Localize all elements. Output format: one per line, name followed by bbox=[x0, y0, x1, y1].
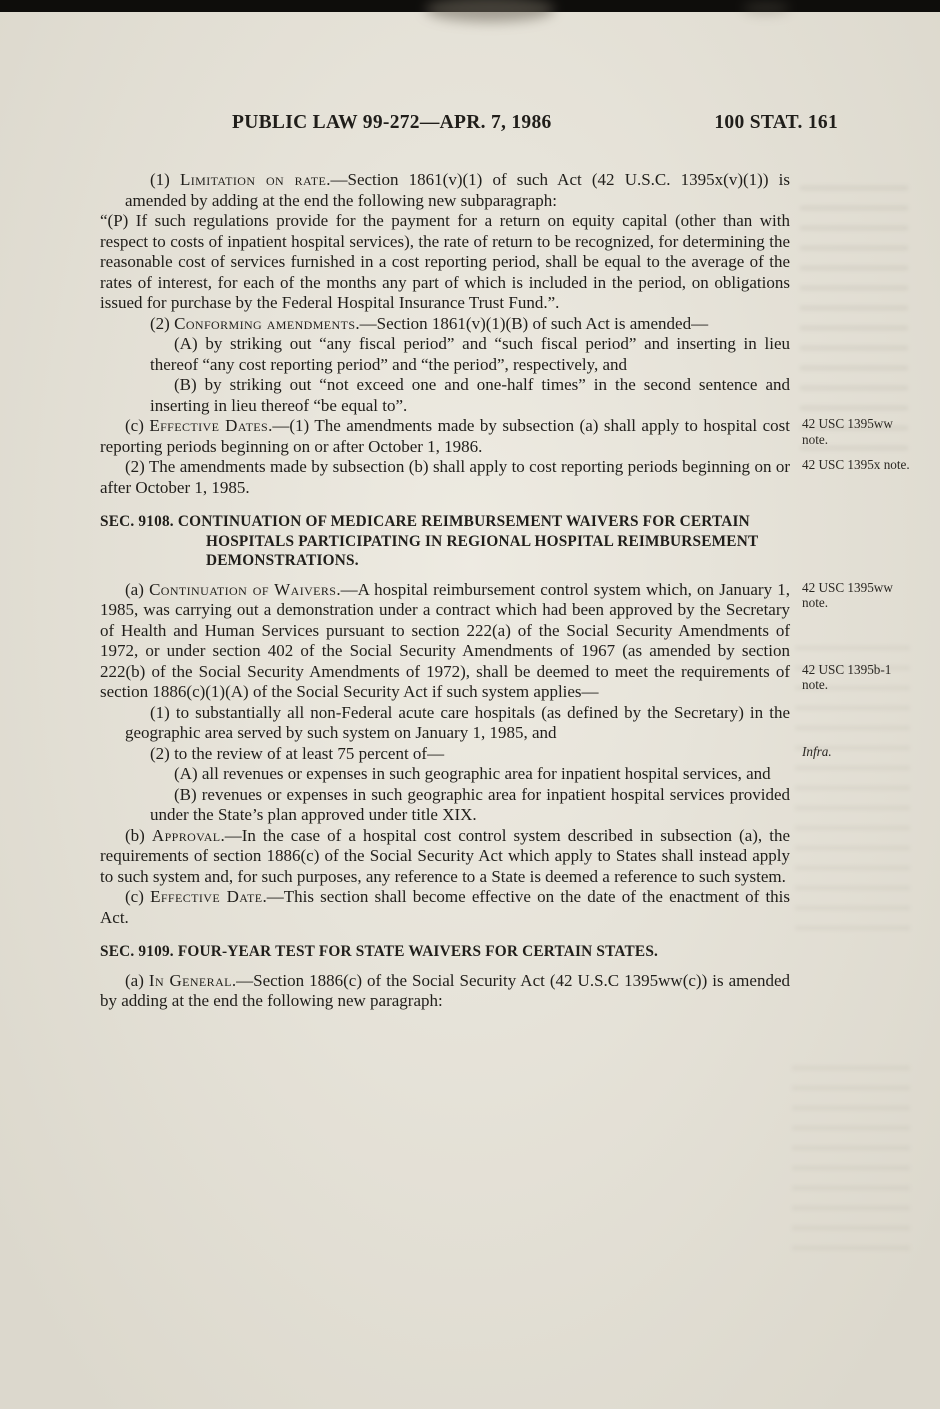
scan-smudge-artifact bbox=[425, 0, 555, 22]
statute-page-number: 100 STAT. 161 bbox=[714, 112, 838, 133]
section-heading bbox=[100, 942, 762, 962]
body-text: (1) to substantially all non-Federal acute care hospitals (as defined by the Secretary) in the geographic area served by such system on January 1, 1985, and bbox=[125, 702, 790, 742]
smallcaps-text: Approval bbox=[151, 825, 221, 845]
margin-note: Infra. bbox=[802, 743, 832, 759]
paragraph bbox=[150, 764, 790, 785]
paragraph bbox=[125, 170, 790, 211]
smallcaps-text: Effective Date bbox=[150, 887, 263, 906]
body-text: .—In the case of a hospital cost control system described in subsection (a), the requirements of section 1886(c) of the Social Security Act which apply to States shall instead apply to such system and, for such purposes, any reference to a State is deemed a reference to such system. bbox=[100, 825, 790, 886]
body-text: .—(1) The amendments made by subsection (a) shall apply to hospital cost reporting periods beginning on or after October 1, 1986. bbox=[100, 416, 790, 456]
paragraph bbox=[125, 744, 790, 765]
smallcaps-text: Limitation on rate bbox=[179, 170, 327, 189]
paragraph bbox=[100, 211, 790, 314]
body-text: (2) The amendments made by subsection (b) shall apply to cost reporting periods beginning on or after October 1, 1985. bbox=[100, 457, 790, 497]
body-text: (2) to the review of at least 75 percent of— bbox=[150, 743, 445, 763]
body-text: (B) by striking out “not exceed one and one-half times” in the second sentence and inserting in lieu thereof “be equal to”. bbox=[150, 375, 790, 415]
body-text: (B) revenues or expenses in such geographic area for inpatient hospital services provided under the State’s plan approved under title XIX. bbox=[150, 784, 790, 824]
scan-smudge-artifact bbox=[742, 2, 790, 14]
body-text: (a) bbox=[125, 579, 150, 599]
body-text: (2) bbox=[150, 313, 175, 333]
body-text: (A) by striking out “any fiscal period” and “such fiscal period” and inserting in lieu thereof “any cost reporting period” and “the period”, respectively, and bbox=[150, 334, 790, 374]
paragraph bbox=[100, 457, 910, 498]
paragraph bbox=[150, 334, 790, 375]
text-column bbox=[100, 170, 910, 1012]
law-title: PUBLIC LAW 99-272—APR. 7, 1986 bbox=[232, 112, 552, 133]
margin-note: 42 USC 1395b-1 note. bbox=[802, 661, 892, 692]
body-text: (c) bbox=[125, 887, 151, 906]
paragraph bbox=[125, 703, 790, 744]
margin-note: 42 USC 1395x note. bbox=[802, 457, 910, 472]
smallcaps-text: In General bbox=[148, 970, 232, 990]
body-text: SEC. 9108. CONTINUATION OF MEDICARE REIMBURSEMENT WAIVERS FOR CERTAIN HOSPITALS PARTICIPATING IN REGIONAL HOSPITAL REIMBURSEMENT DEMONSTRATIONS. bbox=[100, 513, 759, 569]
smallcaps-text: Effective Dates bbox=[149, 416, 269, 435]
paragraph bbox=[100, 971, 790, 1012]
body-text: (b) bbox=[125, 825, 152, 845]
paragraph bbox=[150, 785, 790, 826]
smallcaps-text: Continuation of Waivers bbox=[149, 579, 337, 599]
body-text: .—Section 1861(v)(1) of such Act (42 U.S.C. 1395x(v)(1)) is amended by adding at the end the following new subparagraph: bbox=[125, 170, 790, 210]
body-text: .—Section 1886(c) of the Social Security Act (42 U.S.C 1395ww(c)) is amended by adding at the end the following new paragraph: bbox=[100, 970, 790, 1010]
margin-note: 42 USC 1395ww note. bbox=[802, 416, 893, 447]
body-text: (1) bbox=[150, 170, 180, 189]
paragraph bbox=[100, 416, 893, 457]
bleed-through-artifact bbox=[800, 180, 908, 450]
paragraph bbox=[100, 887, 790, 928]
body-text: (a) bbox=[125, 970, 149, 990]
body-text: SEC. 9109. FOUR-YEAR TEST FOR STATE WAIVERS FOR CERTAIN STATES. bbox=[100, 943, 659, 960]
body-text: (c) bbox=[125, 416, 150, 435]
body-text: “(P) If such regulations provide for the payment for a return on equity capital (other than with respect to costs of inpatient hospital services), the rate of return to be recognized, for determining the reasonable cost of services furnished in a cost reporting period, shall be equal to the average of the rates of interest, for each of the months any part of which is included in the period, on obligations issued for purchase by the Federal Hospital Insurance Trust Fund.”. bbox=[100, 211, 790, 312]
page-header bbox=[100, 112, 838, 142]
paragraph bbox=[150, 375, 790, 416]
section-heading bbox=[100, 512, 762, 571]
paragraph bbox=[125, 314, 790, 335]
smallcaps-text: Conforming amendments bbox=[174, 313, 356, 333]
bleed-through-artifact bbox=[792, 1060, 910, 1260]
body-text: .—A hospital reimbursement control system which, on January 1, 1985, was carrying out a demonstration under a contract which had been approved by the Secretary of Health and Human Services pursuant to section 222(a) of the Social Security Amendments of 1972, or under section 402 of the Social Security Amendments of 1967 (as amended by section 222(b) of the Social Security Amendments of 1972), shall be deemed to meet the requirements of section 1886(c)(1)(A) of the Social Security Act if such system applies— bbox=[100, 579, 791, 701]
margin-note: 42 USC 1395ww note. bbox=[802, 579, 893, 610]
body-text: .—This section shall become effective on the date of the enactment of this Act. bbox=[100, 887, 791, 927]
body-text: (A) all revenues or expenses in such geographic area for inpatient hospital services, and bbox=[174, 764, 771, 783]
paragraph bbox=[100, 826, 790, 888]
body-text: .—Section 1861(v)(1)(B) of such Act is amended— bbox=[355, 313, 709, 333]
